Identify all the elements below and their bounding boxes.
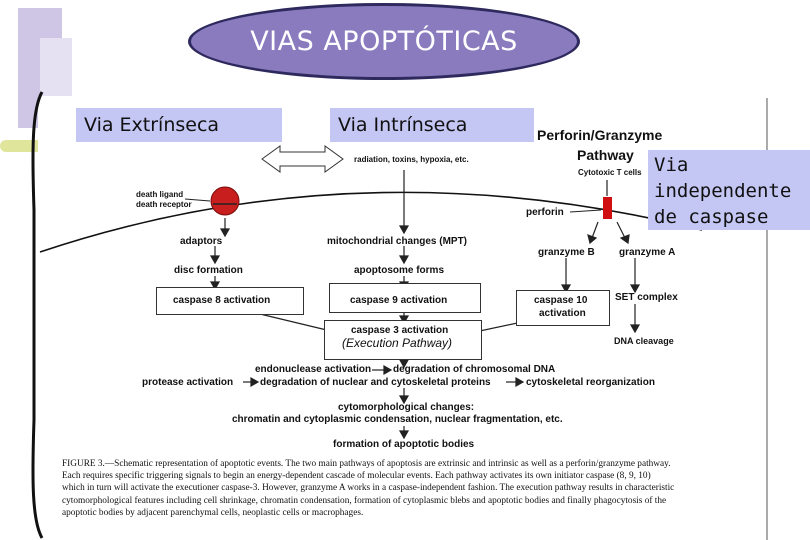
arrowhead: [588, 235, 596, 243]
extrinsic-pathway-label: Via Extrínseca: [76, 108, 282, 142]
caspase-10-label: caspase 10: [534, 295, 588, 306]
slide-title: [188, 3, 580, 80]
apoptosome-label: apoptosome forms: [354, 265, 445, 276]
arrow: [592, 222, 598, 238]
death-ligand-label: death ligand: [136, 190, 184, 199]
caspase-10-activation-label: activation: [539, 308, 586, 319]
caption-line: Each requires specific triggering signals to begin an energy-dependent cascade of molecular events. Each pathway activates its own initiator caspase (8, 9, 10): [62, 471, 651, 482]
caspase-8-label: caspase 8 activation: [173, 295, 271, 306]
caption-line: cytomorphological features including cell shrinkage, chromatin condensation, formation of cytoplasmic blebs and apoptotic bodies and finally phagocytosis of the: [62, 495, 667, 506]
cytomorph-title: cytomorphological changes:: [338, 402, 475, 413]
execution-pathway-label: (Execution Pathway): [342, 336, 453, 350]
arrowhead: [384, 366, 391, 374]
cytomorph-detail: chromatin and cytoplasmic condensation, nuclear fragmentation, etc.: [232, 414, 563, 425]
arrowhead: [621, 235, 629, 243]
disc-label: disc formation: [174, 265, 243, 276]
intrinsic-pathway-label: Via Intrínseca: [330, 108, 534, 142]
mito-label: mitochondrial changes (MPT): [327, 236, 468, 247]
perforin-pathway-title: Perforin/Granzyme: [537, 127, 663, 143]
cytoskeletal-reorg-label: cytoskeletal reorganization: [526, 377, 655, 388]
protease-label: protease activation: [142, 377, 234, 388]
granzyme-b-label: granzyme B: [538, 247, 595, 258]
arrowhead: [400, 226, 408, 233]
caspase-9-label: caspase 9 activation: [350, 295, 448, 306]
arrowhead: [631, 285, 639, 292]
caption-line: FIGURE 3.—Schematic representation of apoptotic events. The two main pathways of apoptosis are extrinsic and intrinsic as well as a perforin/granzyme pathway.: [62, 459, 671, 469]
arrowhead: [400, 431, 408, 438]
arrow: [617, 222, 625, 238]
endonuclease-label: endonuclease activation: [255, 364, 372, 375]
perforin-label: perforin: [526, 207, 564, 218]
figure-caption: [62, 458, 764, 519]
perforin-pointer: [570, 210, 601, 212]
arrowhead: [211, 256, 219, 263]
caspase-independent-line: Via: [654, 154, 689, 176]
caspase-independent-label: [648, 150, 810, 230]
arrowhead: [400, 256, 408, 263]
chromosomal-dna-label: degradation of chromosomal DNA: [393, 364, 556, 375]
death-receptor-icon: [211, 187, 239, 215]
caspase-independent-line: independente: [654, 180, 792, 202]
caption-line: apoptotic bodies by adjacent parenchymal cells, neoplastic cells or macrophages.: [62, 507, 364, 518]
adaptors-label: adaptors: [180, 236, 223, 247]
cytotoxic-label: Cytotoxic T cells: [578, 168, 642, 177]
apoptotic-bodies-label: formation of apoptotic bodies: [333, 439, 475, 450]
arrowhead: [251, 378, 258, 386]
death-receptor-label: death receptor: [136, 200, 192, 209]
caspase-independent-line: de caspase: [654, 206, 769, 228]
caption-line: which in turn will activate the executioner caspase-3. However, granzyme A works in a caspase-independent fashion. The execution pathway results in characteristic: [62, 483, 675, 494]
arrowhead: [516, 378, 523, 386]
dna-cleavage-label: DNA cleavage: [614, 336, 674, 346]
set-complex-label: SET complex: [615, 292, 678, 303]
arrowhead: [221, 229, 229, 236]
perforin-pathway-subtitle: Pathway: [577, 147, 634, 163]
perforin-pore-icon: [603, 197, 612, 219]
double-arrow: [262, 146, 343, 172]
granzyme-a-label: granzyme A: [619, 247, 676, 258]
caspase-3-label: caspase 3 activation: [351, 325, 449, 336]
arrowhead: [631, 325, 639, 332]
degradation-proteins-label: degradation of nuclear and cytoskeletal proteins: [260, 377, 491, 388]
intrinsic-signals-label: radiation, toxins, hypoxia, etc.: [354, 155, 469, 164]
slide-title-text: VIAS APOPTÓTICAS: [250, 26, 518, 57]
